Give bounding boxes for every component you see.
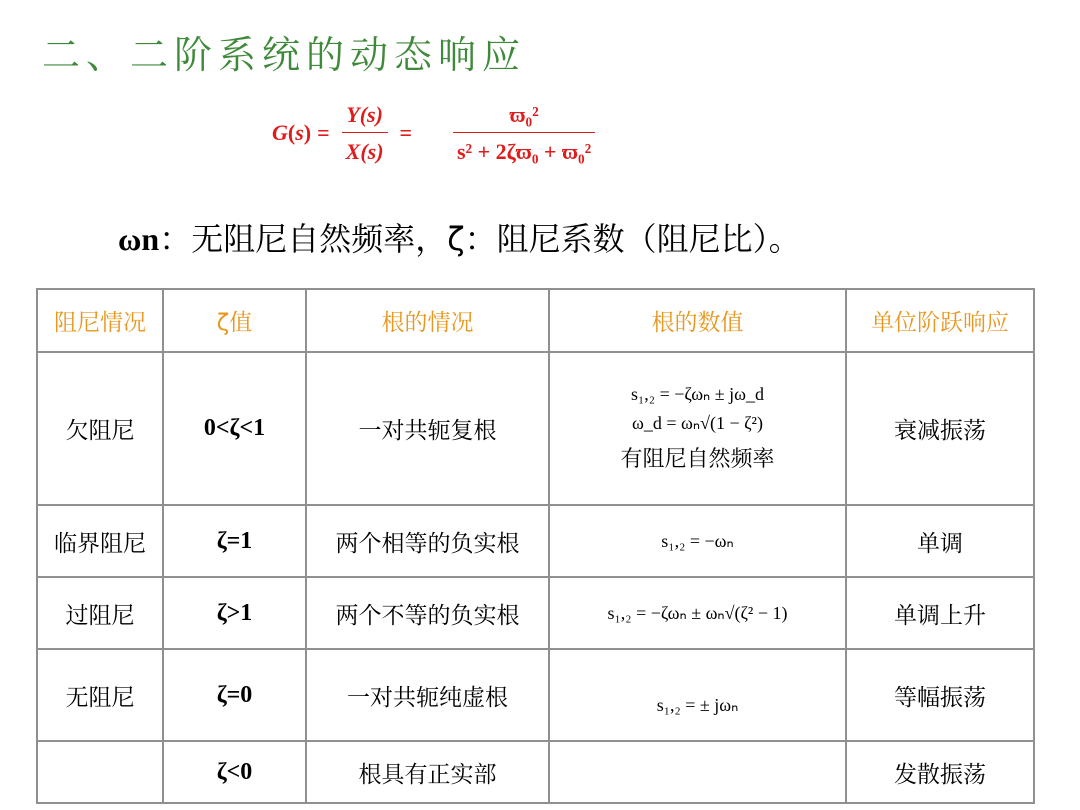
cell-damping: 无阻尼 — [37, 649, 163, 741]
formula-num1: Y(s) — [346, 101, 383, 127]
cell-damping: 过阻尼 — [37, 577, 163, 649]
cell-root-values: s₁,₂ = ± jωₙ — [549, 649, 846, 741]
formula-den1: X(s) — [342, 132, 388, 165]
formula-paren: ) — [303, 120, 312, 145]
cell-root-values — [549, 741, 846, 803]
damped-frequency-note: 有阻尼自然频率 — [620, 447, 775, 472]
cell-response: 发散振荡 — [846, 741, 1034, 803]
cell-zeta: ζ=0 — [163, 649, 306, 741]
cell-zeta: ζ=1 — [163, 505, 306, 577]
cell-response: 单调 — [846, 505, 1034, 577]
root-formula: s₁,₂ = −ζωₙ ± jω_d — [631, 384, 764, 404]
formula-var: s — [295, 120, 304, 145]
cell-damping: 欠阻尼 — [37, 352, 163, 505]
header-damping: 阻尼情况 — [37, 289, 163, 352]
header-zeta: ζ值 — [163, 289, 306, 352]
slide-title: 二、二阶系统的动态响应 — [42, 33, 527, 77]
cell-zeta: 0<ζ<1 — [163, 352, 306, 505]
cell-damping — [37, 741, 163, 803]
cell-roots: 一对共轭纯虚根 — [306, 649, 549, 741]
omega-n-symbol: ωn — [118, 221, 160, 257]
formula-fraction-1 — [342, 102, 388, 165]
formula-equals: = — [317, 120, 330, 145]
cell-root-values: s₁,₂ = −ζωₙ ± ωₙ√(ζ² − 1) — [549, 577, 846, 649]
table-row — [37, 649, 1034, 741]
transfer-function-formula — [272, 88, 630, 178]
cell-roots: 一对共轭复根 — [306, 352, 549, 505]
damped-frequency-formula: ω_d = ωₙ√(1 − ζ²) — [632, 413, 763, 433]
cell-damping: 临界阻尼 — [37, 505, 163, 577]
table-row — [37, 505, 1034, 577]
cell-response: 衰减振荡 — [846, 352, 1034, 505]
definition-text: ：无阻尼自然频率，ζ：阻尼系数（阻尼比）。 — [159, 220, 801, 258]
formula-fraction-2 — [424, 102, 624, 165]
formula-paren: ( — [287, 120, 296, 145]
cell-roots: 两个不等的负实根 — [306, 577, 549, 649]
table-row — [37, 577, 1034, 649]
cell-root-values — [549, 352, 846, 505]
table-row — [37, 741, 1034, 803]
cell-roots: 两个相等的负实根 — [306, 505, 549, 577]
cell-zeta: ζ<0 — [163, 741, 306, 803]
cell-zeta: ζ>1 — [163, 577, 306, 649]
cell-roots: 根具有正实部 — [306, 741, 549, 803]
definition-line — [118, 214, 801, 260]
cell-root-values: s₁,₂ = −ωₙ — [549, 505, 846, 577]
table-row — [37, 352, 1034, 505]
cell-response: 等幅振荡 — [846, 649, 1034, 741]
header-root-values: 根的数值 — [549, 289, 846, 352]
cell-response: 单调上升 — [846, 577, 1034, 649]
header-roots: 根的情况 — [306, 289, 549, 352]
formula-den2: s² + 2ζϖ₀ + ϖ₀² — [453, 132, 595, 165]
damping-table — [36, 288, 1035, 804]
formula-equals-2: = — [399, 120, 413, 145]
formula-num2: ϖ₀² — [509, 101, 539, 127]
header-step-response: 单位阶跃响应 — [846, 289, 1034, 352]
formula-lhs: G — [272, 120, 288, 145]
table-header-row — [37, 289, 1034, 352]
